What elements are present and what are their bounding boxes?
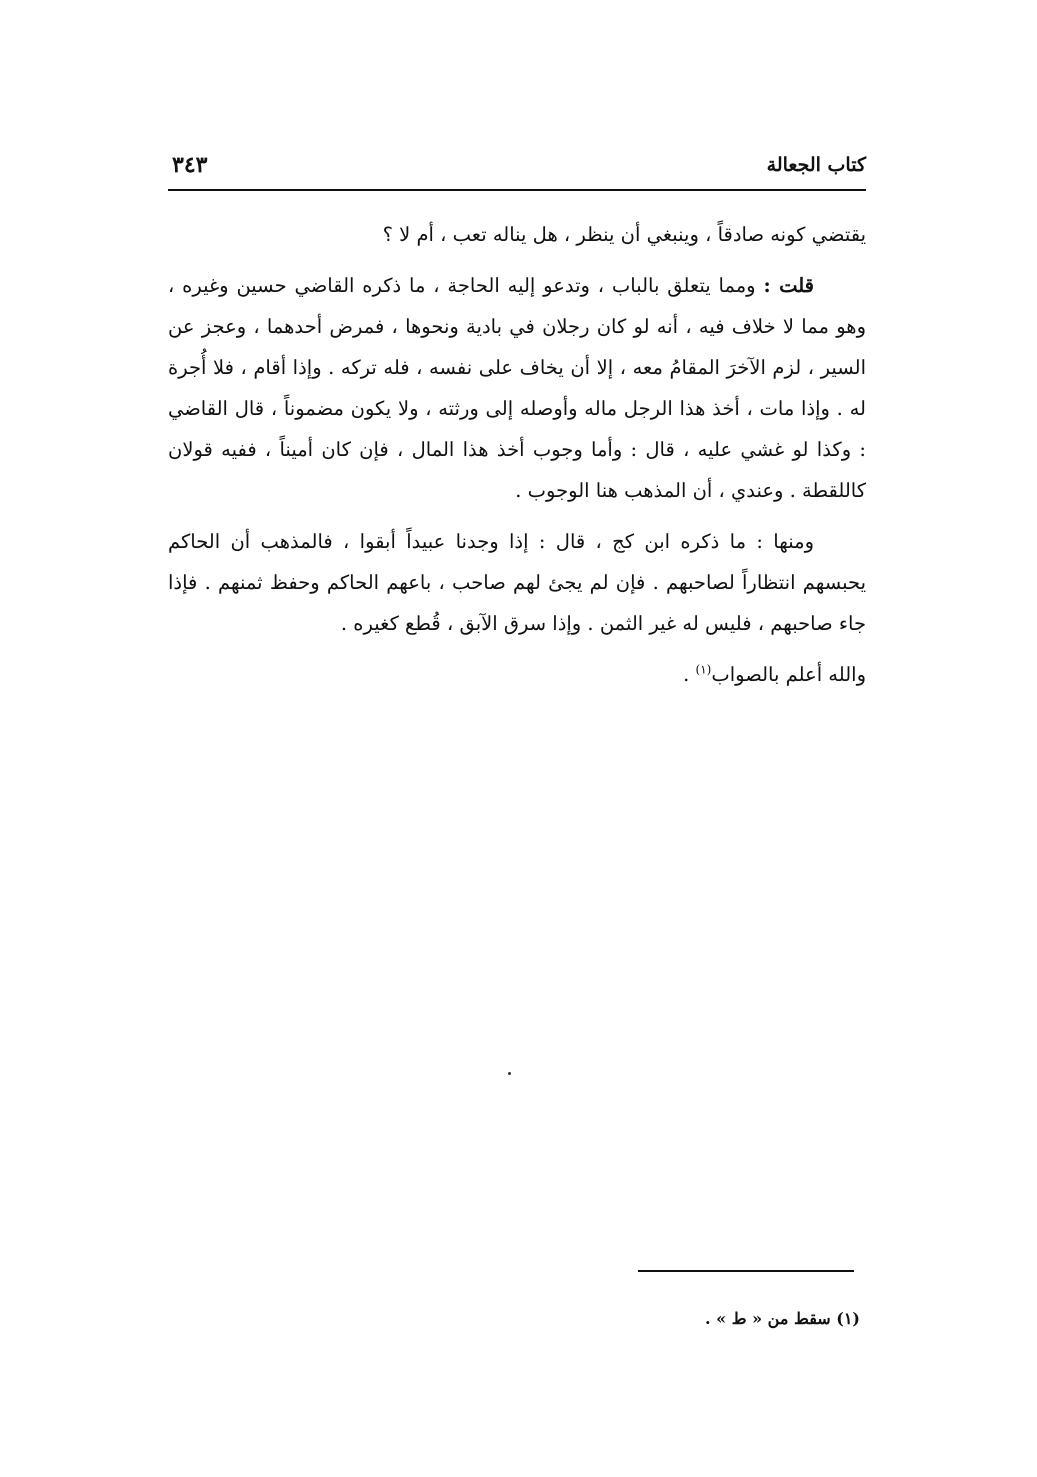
running-header bbox=[168, 150, 866, 190]
paragraph-3: ومنها : ما ذكره ابن كج ، قال : إذا وجدنا عبيداً أبقوا ، فالمذهب أن الحاكم يحبسهم انتظاراً لصاحبهم . فإن لم يجئ لهم صاحب ، باعهم الحاكم وحفظ ثمنهم . فإذا جاء صاحبهم ، فليس له غير الثمن . وإذا سرق الآبق ، قُطع كغيره . bbox=[168, 530, 866, 635]
closing-period: . bbox=[683, 663, 696, 686]
paragraph-2-lead: قلت : bbox=[763, 274, 815, 297]
footnote-1: (١) سقط من « ط » . bbox=[705, 1309, 860, 1328]
page-number: ٣٤٣ bbox=[172, 152, 208, 178]
paragraph-2-text: ومما يتعلق بالباب ، وتدعو إليه الحاجة ، ما ذكره القاضي حسين وغيره ، وهو مما لا خلاف فيه ، أنه لو كان رجلان في بادية ونحوها ، فمرض أحدهما ، وعجز عن السير ، لزم الآخرَ المقامُ معه ، إلا أن يخاف على نفسه ، فله تركه . وإذا أقام ، فلا أُجرة له . وإذا مات ، أخذ هذا الرجل ماله وأوصله إلى ورثته ، ولا يكون مضموناً ، قال القاضي : وكذا لو غشي عليه ، قال : وأما وجوب أخذ هذا المال ، فإن كان أميناً ، ففيه قولان كاللقطة . وعندي ، أن المذهب هنا الوجوب . bbox=[168, 274, 866, 502]
paragraph-1: يقتضي كونه صادقاً ، وينبغي أن ينظر ، هل يناله تعب ، أم لا ؟ bbox=[382, 223, 866, 246]
chapter-title: كتاب الجعالة bbox=[766, 154, 866, 176]
footnote-reference: (١) bbox=[695, 662, 712, 677]
stray-mark bbox=[508, 1072, 511, 1075]
closing-line bbox=[168, 654, 866, 695]
footnote-rule bbox=[638, 1270, 854, 1272]
closing-text: والله أعلم بالصواب bbox=[711, 663, 866, 686]
header-rule bbox=[168, 189, 866, 191]
body-text bbox=[168, 214, 866, 705]
paragraph-2 bbox=[168, 265, 866, 511]
